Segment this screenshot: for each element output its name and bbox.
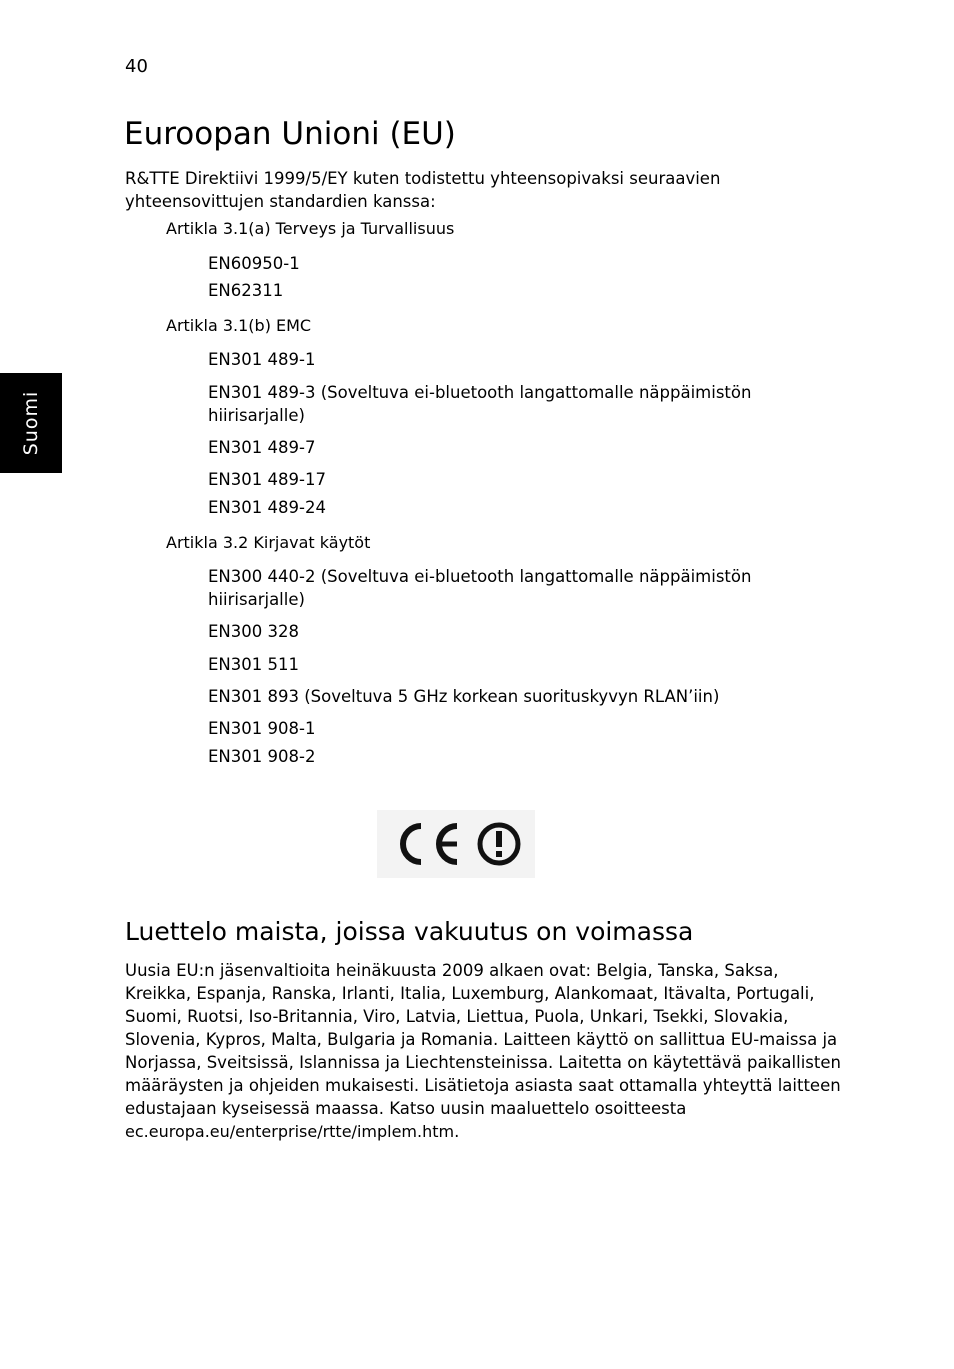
section-heading-countries: Luettelo maista, joissa vakuutus on voimassa — [125, 917, 694, 946]
standard-item: EN301 489-1 — [208, 350, 316, 369]
standard-item: EN301 893 (Soveltuva 5 GHz korkean suorituskyvyn RLAN’iin) — [208, 687, 720, 706]
standard-item: EN60950-1 — [208, 254, 300, 273]
section-heading-health-safety: Artikla 3.1(a) Terveys ja Turvallisuus — [166, 219, 455, 238]
standard-item: EN62311 — [208, 281, 284, 300]
intro-paragraph: R&TTE Direktiivi 1999/5/EY kuten todistettu yhteensopivaksi seuraavien yhteensovittujen standardien kanssa: — [125, 169, 721, 211]
standard-item: EN300 328 — [208, 622, 299, 641]
standard-item: EN301 489-24 — [208, 498, 326, 517]
standard-item: EN301 489-17 — [208, 470, 326, 489]
standard-item: EN301 908-2 — [208, 747, 316, 766]
section-heading-radio: Artikla 3.2 Kirjavat käytöt — [166, 533, 371, 552]
section-heading-emc: Artikla 3.1(b) EMC — [166, 316, 312, 335]
eu-link[interactable]: ec.europa.eu/enterprise/rtte/implem.htm — [125, 1122, 455, 1141]
link-suffix: . — [454, 1122, 460, 1141]
standard-item: EN301 511 — [208, 655, 299, 674]
page-number: 40 — [125, 56, 148, 77]
language-side-tab — [0, 373, 62, 473]
side-tab-label: Suomi — [20, 390, 42, 456]
standard-item: EN301 489-3 (Soveltuva ei-bluetooth langattomalle näppäimistön hiirisarjalle) — [208, 383, 752, 425]
standard-item: EN301 908-1 — [208, 719, 316, 738]
standard-item: EN301 489-7 — [208, 438, 316, 457]
page-title: Euroopan Unioni (EU) — [124, 116, 456, 152]
ce-mark-icon — [377, 810, 535, 878]
standard-item: EN300 440-2 (Soveltuva ei-bluetooth langattomalle näppäimistön hiirisarjalle) — [208, 567, 752, 609]
ce-alert-mark — [377, 810, 535, 878]
countries-paragraph — [125, 959, 845, 1143]
countries-text: Uusia EU:n jäsenvaltioita heinäkuusta 2009 alkaen ovat: Belgia, Tanska, Saksa, Kreikka, Espanja, Ranska, Irlanti, Italia, Luxemburg, Alankomaat, Itävalta, Portugali, Suomi, Ruotsi, Iso-Britannia, Viro, Latvia, Liettua, Puola, Unkari, Tsekki, Slovakia, Slovenia, Kypros, Malta, Bulgaria ja Romania. Laitteen käyttö on sallittua EU-maissa ja Norjassa, Sveitsissä, Islannissa ja Liechtensteinissa. Laitetta on käytettävä paikallisten määräysten ja ohjeiden mukaisesti. Lisätietoja asiasta saat ottamalla yhteyttä laitteen edustajaan kyseisessä maassa. Katso uusin maaluettelo osoitteesta — [125, 961, 841, 1118]
